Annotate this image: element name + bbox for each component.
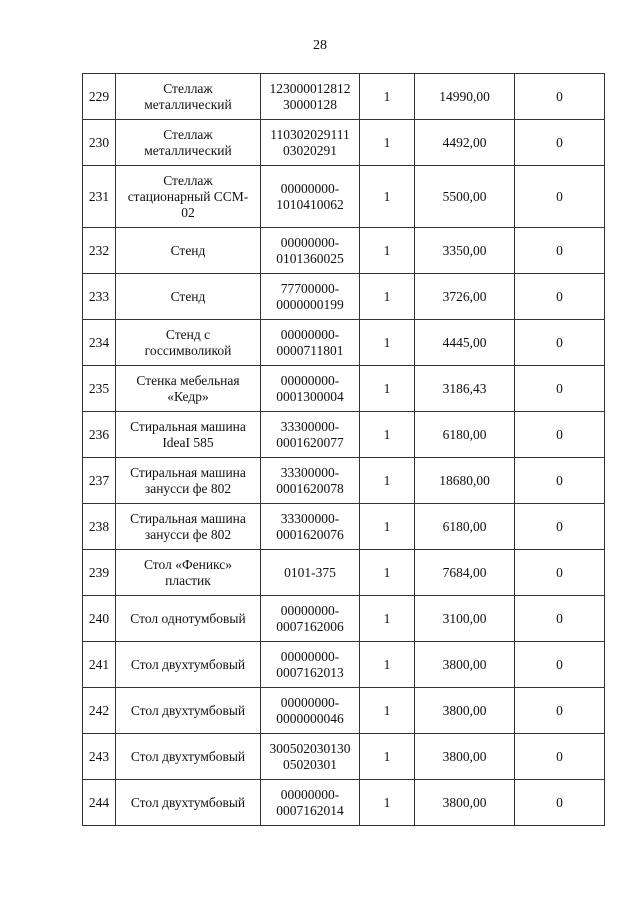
item-name-cell-line: пластик (165, 572, 211, 588)
inventory-code-cell (261, 550, 360, 596)
table-row (83, 228, 605, 274)
item-name-cell-line: Стиральная машина (130, 418, 246, 434)
price-cell: 3100,00 (415, 596, 515, 642)
table-row (83, 642, 605, 688)
price-cell: 3186,43 (415, 366, 515, 412)
item-name-cell-line: 02 (181, 204, 195, 220)
residual-value-cell: 0 (515, 688, 605, 734)
quantity-cell: 1 (360, 550, 415, 596)
price-cell: 5500,00 (415, 166, 515, 228)
quantity-cell: 1 (360, 642, 415, 688)
row-number-cell: 238 (83, 504, 116, 550)
inventory-code-cell (261, 120, 360, 166)
item-name-cell (116, 366, 261, 412)
item-name-cell (116, 734, 261, 780)
inventory-code-cell-line: 0001620077 (276, 434, 344, 450)
inventory-code-cell (261, 412, 360, 458)
item-name-cell (116, 780, 261, 826)
inventory-code-cell (261, 596, 360, 642)
inventory-code-cell (261, 274, 360, 320)
inventory-code-cell-line: 33300000- (280, 510, 340, 526)
inventory-code-cell-line: 1010410062 (276, 196, 344, 212)
item-name-cell-line: Стол двухтумбовый (130, 656, 246, 672)
price-cell: 3350,00 (415, 228, 515, 274)
inventory-code-cell-line: 0007162014 (276, 802, 344, 818)
item-name-cell-line: Стеллаж (163, 126, 213, 142)
residual-value-cell: 0 (515, 228, 605, 274)
inventory-code-cell-line: 0000711801 (276, 342, 344, 358)
item-name-cell (116, 550, 261, 596)
inventory-code-cell (261, 166, 360, 228)
inventory-code-cell-line: 00000000- (280, 786, 340, 802)
item-name-cell-line: Стол однотумбовый (130, 610, 246, 626)
item-name-cell-line: занусси фе 802 (144, 480, 232, 496)
inventory-code-cell-line: 03020291 (283, 142, 337, 158)
table-row (83, 504, 605, 550)
quantity-cell: 1 (360, 74, 415, 120)
inventory-code-cell-line: 0000000046 (276, 710, 344, 726)
residual-value-cell: 0 (515, 642, 605, 688)
page-number: 28 (313, 38, 327, 53)
item-name-cell (116, 74, 261, 120)
inventory-code-cell-line: 0001300004 (276, 388, 344, 404)
inventory-code-cell (261, 688, 360, 734)
row-number-cell: 240 (83, 596, 116, 642)
price-cell: 3726,00 (415, 274, 515, 320)
price-cell: 4492,00 (415, 120, 515, 166)
inventory-table-body (83, 74, 605, 826)
quantity-cell: 1 (360, 504, 415, 550)
row-number-cell: 233 (83, 274, 116, 320)
inventory-code-cell-line: 77700000- (280, 280, 340, 296)
inventory-code-cell (261, 780, 360, 826)
table-row (83, 166, 605, 228)
item-name-cell (116, 642, 261, 688)
item-name-cell-line: Стиральная машина (130, 464, 246, 480)
inventory-code-cell (261, 504, 360, 550)
inventory-code-cell-line: 00000000- (280, 372, 340, 388)
inventory-code-cell-line: 33300000- (280, 464, 340, 480)
row-number-cell: 232 (83, 228, 116, 274)
inventory-code-cell (261, 228, 360, 274)
item-name-cell (116, 320, 261, 366)
item-name-cell (116, 274, 261, 320)
table-row (83, 688, 605, 734)
inventory-code-cell-line: 00000000- (280, 648, 340, 664)
quantity-cell: 1 (360, 274, 415, 320)
residual-value-cell: 0 (515, 274, 605, 320)
residual-value-cell: 0 (515, 504, 605, 550)
residual-value-cell: 0 (515, 734, 605, 780)
table-row (83, 412, 605, 458)
item-name-cell-line: Стенд с (165, 326, 211, 342)
item-name-cell (116, 596, 261, 642)
row-number-cell: 239 (83, 550, 116, 596)
quantity-cell: 1 (360, 688, 415, 734)
inventory-table (82, 73, 605, 826)
inventory-code-cell-line: 0000000199 (276, 296, 344, 312)
price-cell: 14990,00 (415, 74, 515, 120)
quantity-cell: 1 (360, 412, 415, 458)
price-cell: 4445,00 (415, 320, 515, 366)
residual-value-cell: 0 (515, 120, 605, 166)
residual-value-cell: 0 (515, 458, 605, 504)
item-name-cell-line: металлический (144, 142, 232, 158)
item-name-cell-line: Стол двухтумбовый (130, 748, 246, 764)
row-number-cell: 231 (83, 166, 116, 228)
item-name-cell-line: IdeaI 585 (162, 434, 214, 450)
table-row (83, 120, 605, 166)
item-name-cell-line: Стеллаж (163, 172, 213, 188)
inventory-code-cell (261, 458, 360, 504)
row-number-cell: 234 (83, 320, 116, 366)
table-row (83, 780, 605, 826)
quantity-cell: 1 (360, 596, 415, 642)
table-row (83, 550, 605, 596)
price-cell: 3800,00 (415, 642, 515, 688)
residual-value-cell: 0 (515, 166, 605, 228)
item-name-cell (116, 458, 261, 504)
row-number-cell: 237 (83, 458, 116, 504)
inventory-code-cell-line: 00000000- (280, 326, 340, 342)
item-name-cell-line: Стенд (170, 242, 206, 258)
table-row (83, 734, 605, 780)
quantity-cell: 1 (360, 734, 415, 780)
inventory-code-cell-line: 00000000- (280, 180, 340, 196)
residual-value-cell: 0 (515, 366, 605, 412)
item-name-cell-line: Стенка мебельная (136, 372, 240, 388)
residual-value-cell: 0 (515, 320, 605, 366)
inventory-code-cell-line: 05020301 (283, 756, 337, 772)
inventory-code-cell-line: 0007162013 (276, 664, 344, 680)
price-cell: 3800,00 (415, 780, 515, 826)
item-name-cell-line: занусси фе 802 (144, 526, 232, 542)
inventory-code-cell (261, 734, 360, 780)
table-row (83, 320, 605, 366)
item-name-cell-line: Стенд (170, 288, 206, 304)
inventory-code-cell-line: 300502030130 (269, 740, 351, 756)
residual-value-cell: 0 (515, 780, 605, 826)
quantity-cell: 1 (360, 228, 415, 274)
residual-value-cell: 0 (515, 550, 605, 596)
quantity-cell: 1 (360, 366, 415, 412)
inventory-code-cell-line: 0101360025 (276, 250, 344, 266)
quantity-cell: 1 (360, 166, 415, 228)
inventory-code-cell-line: 33300000- (280, 418, 340, 434)
row-number-cell: 242 (83, 688, 116, 734)
row-number-cell: 229 (83, 74, 116, 120)
item-name-cell-line: «Кедр» (167, 388, 209, 404)
item-name-cell (116, 228, 261, 274)
quantity-cell: 1 (360, 780, 415, 826)
inventory-code-cell (261, 320, 360, 366)
inventory-code-cell-line: 123000012812 (269, 80, 351, 96)
item-name-cell-line: Стол двухтумбовый (130, 702, 246, 718)
table-row (83, 74, 605, 120)
quantity-cell: 1 (360, 458, 415, 504)
item-name-cell (116, 504, 261, 550)
inventory-code-cell-line: 00000000- (280, 234, 340, 250)
inventory-code-cell-line: 0101-375 (284, 564, 336, 580)
table-row (83, 366, 605, 412)
price-cell: 18680,00 (415, 458, 515, 504)
row-number-cell: 243 (83, 734, 116, 780)
row-number-cell: 236 (83, 412, 116, 458)
table-row (83, 458, 605, 504)
row-number-cell: 230 (83, 120, 116, 166)
item-name-cell-line: Стеллаж (163, 80, 213, 96)
residual-value-cell: 0 (515, 596, 605, 642)
table-row (83, 274, 605, 320)
item-name-cell (116, 120, 261, 166)
row-number-cell: 241 (83, 642, 116, 688)
inventory-code-cell-line: 00000000- (280, 694, 340, 710)
price-cell: 6180,00 (415, 504, 515, 550)
residual-value-cell: 0 (515, 412, 605, 458)
inventory-code-cell (261, 642, 360, 688)
item-name-cell-line: стационарный ССМ- (127, 188, 249, 204)
table-row (83, 596, 605, 642)
item-name-cell-line: Стол «Феникс» (143, 556, 233, 572)
inventory-code-cell-line: 00000000- (280, 602, 340, 618)
inventory-code-cell-line: 0001620076 (276, 526, 344, 542)
inventory-code-cell-line: 30000128 (283, 96, 337, 112)
price-cell: 7684,00 (415, 550, 515, 596)
item-name-cell-line: госсимволикой (144, 342, 232, 358)
item-name-cell (116, 166, 261, 228)
item-name-cell (116, 688, 261, 734)
price-cell: 3800,00 (415, 688, 515, 734)
inventory-code-cell-line: 0007162006 (276, 618, 344, 634)
item-name-cell-line: Стиральная машина (130, 510, 246, 526)
quantity-cell: 1 (360, 320, 415, 366)
inventory-code-cell-line: 110302029111 (270, 126, 350, 142)
inventory-code-cell-line: 0001620078 (276, 480, 344, 496)
price-cell: 6180,00 (415, 412, 515, 458)
inventory-code-cell (261, 366, 360, 412)
item-name-cell-line: Стол двухтумбовый (130, 794, 246, 810)
row-number-cell: 235 (83, 366, 116, 412)
row-number-cell: 244 (83, 780, 116, 826)
price-cell: 3800,00 (415, 734, 515, 780)
item-name-cell (116, 412, 261, 458)
item-name-cell-line: металлический (144, 96, 232, 112)
inventory-code-cell (261, 74, 360, 120)
residual-value-cell: 0 (515, 74, 605, 120)
quantity-cell: 1 (360, 120, 415, 166)
